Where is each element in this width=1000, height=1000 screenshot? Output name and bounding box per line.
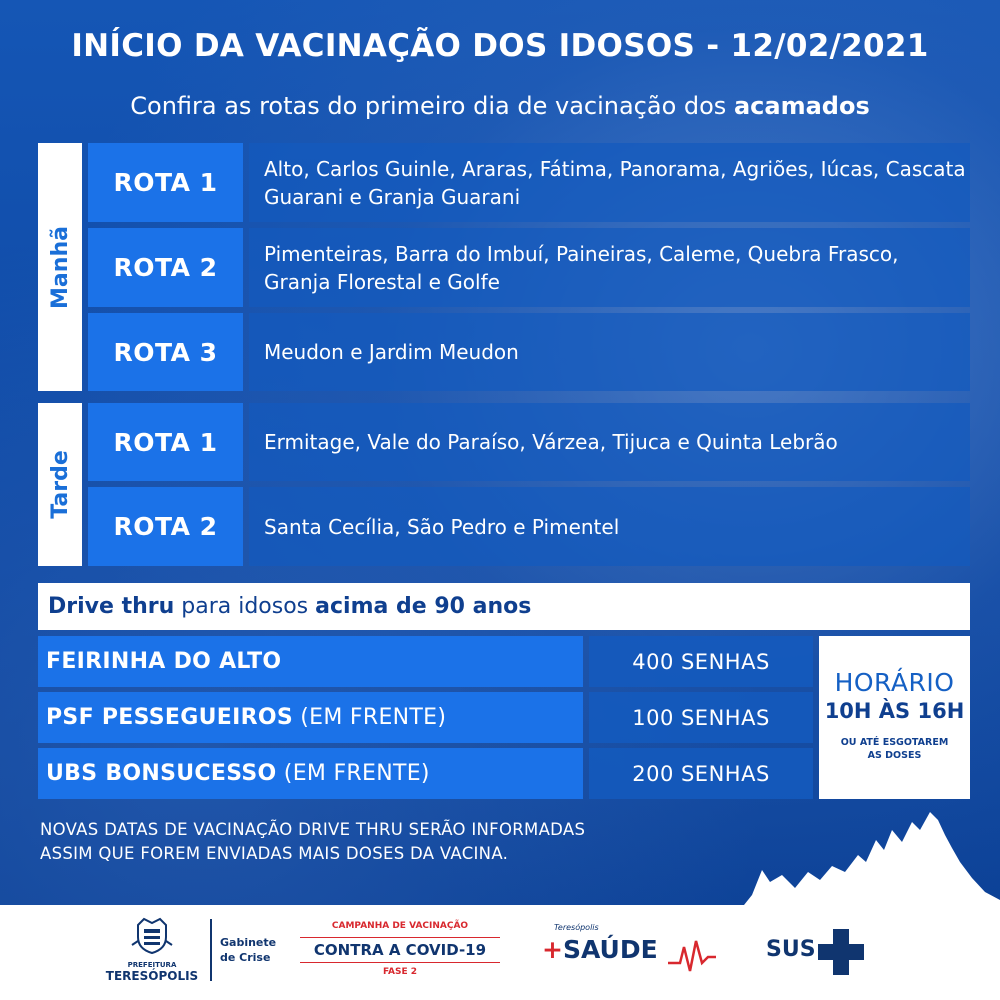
route-label: ROTA 2	[88, 228, 243, 307]
saude-plus: +	[542, 935, 563, 964]
route-areas	[249, 228, 970, 307]
schedule-label: HORÁRIO	[834, 668, 955, 697]
heartbeat-icon	[668, 937, 716, 973]
location-note: (EM FRENTE)	[276, 761, 430, 786]
period-morning-label: Manhã	[47, 225, 73, 309]
schedule-note-line2: AS DOSES	[867, 750, 922, 761]
location-name: PSF PESSEGUEIROS	[46, 705, 293, 730]
saude-city: Teresópolis	[554, 923, 599, 932]
drive-thru-location	[38, 748, 583, 799]
route-label: ROTA 1	[88, 143, 243, 222]
schedule-time: 10H ÀS 16H	[824, 699, 965, 723]
schedule-box	[819, 636, 970, 799]
footer-logos	[0, 905, 1000, 1000]
sus-logo	[766, 927, 876, 977]
campaign-logo	[300, 921, 500, 977]
route-label: ROTA 1	[88, 403, 243, 481]
route-areas-text: Ermitage, Vale do Paraíso, Várzea, Tijuca e Quinta Lebrão	[264, 430, 838, 454]
poster-subtitle	[0, 92, 1000, 120]
route-areas	[249, 143, 970, 222]
period-afternoon-label: Tarde	[47, 450, 73, 519]
campaign-phase: FASE 2	[382, 967, 418, 977]
location-tickets: 200 SENHAS	[589, 748, 813, 799]
drive-thru-location	[38, 636, 583, 687]
gabinete-line1: Gabinete	[220, 936, 277, 949]
location-name: FEIRINHA DO ALTO	[46, 649, 282, 674]
saude-logo	[540, 919, 720, 979]
period-morning	[38, 143, 82, 391]
poster-title: INÍCIO DA VACINAÇÃO DOS IDOSOS - 12/02/2021	[71, 28, 929, 64]
saude-text: SAÚDE	[562, 935, 658, 964]
campaign-main: CONTRA A COVID-19	[300, 937, 500, 963]
schedule-note	[819, 736, 970, 762]
drive-thru-bold: Drive thru	[48, 594, 175, 619]
drive-thru-age: acima de 90 anos	[315, 594, 532, 619]
route-areas	[249, 313, 970, 391]
campaign-top: CAMPANHA DE VACINAÇÃO	[331, 921, 469, 931]
drive-thru-text: para idosos	[174, 594, 316, 619]
period-afternoon	[38, 403, 82, 566]
prefeitura-label: PREFEITURA	[127, 961, 177, 969]
route-label: ROTA 2	[88, 487, 243, 566]
route-areas-text: Santa Cecília, São Pedro e Pimentel	[264, 514, 620, 539]
location-tickets: 100 SENHAS	[589, 692, 813, 743]
sus-text: SUS	[766, 937, 816, 962]
prefeitura-logo	[102, 915, 202, 983]
location-note: (EM FRENTE)	[292, 705, 447, 730]
route-areas	[249, 487, 970, 566]
city-crest-icon	[130, 915, 174, 955]
drive-thru-heading	[38, 583, 970, 630]
footer-note-line2: ASSIM QUE FOREM ENVIADAS MAIS DOSES DA VACINA.	[40, 844, 509, 863]
footer-note-line1: NOVAS DATAS DE VACINAÇÃO DRIVE THRU SERÃO INFORMADAS	[40, 820, 586, 839]
prefeitura-city: TERESÓPOLIS	[105, 969, 199, 983]
cross-icon	[818, 929, 864, 975]
route-label: ROTA 3	[88, 313, 243, 391]
drive-thru-location	[38, 692, 583, 743]
saude-word	[542, 935, 658, 964]
subtitle-highlight: acamados	[733, 92, 870, 120]
gabinete-line2: de Crise	[220, 951, 271, 964]
subtitle-text: Confira as rotas do primeiro dia de vacinação dos	[130, 92, 734, 120]
location-tickets: 400 SENHAS	[589, 636, 813, 687]
logo-divider	[210, 919, 212, 981]
schedule-note-line1: OU ATÉ ESGOTAREM	[840, 737, 949, 748]
route-areas-text: Alto, Carlos Guinle, Araras, Fátima, Panorama, Agriões, Iúcas, Cascata Guarani e Granja Guarani	[264, 156, 966, 209]
mountain-silhouette	[0, 800, 1000, 910]
route-areas-text: Pimenteiras, Barra do Imbuí, Paineiras, Caleme, Quebra Frasco, Granja Florestal e Golfe	[264, 241, 899, 294]
route-areas	[249, 403, 970, 481]
location-name: UBS BONSUCESSO	[46, 761, 277, 786]
gabinete-logo	[220, 935, 276, 965]
route-areas-text: Meudon e Jardim Meudon	[264, 340, 519, 364]
